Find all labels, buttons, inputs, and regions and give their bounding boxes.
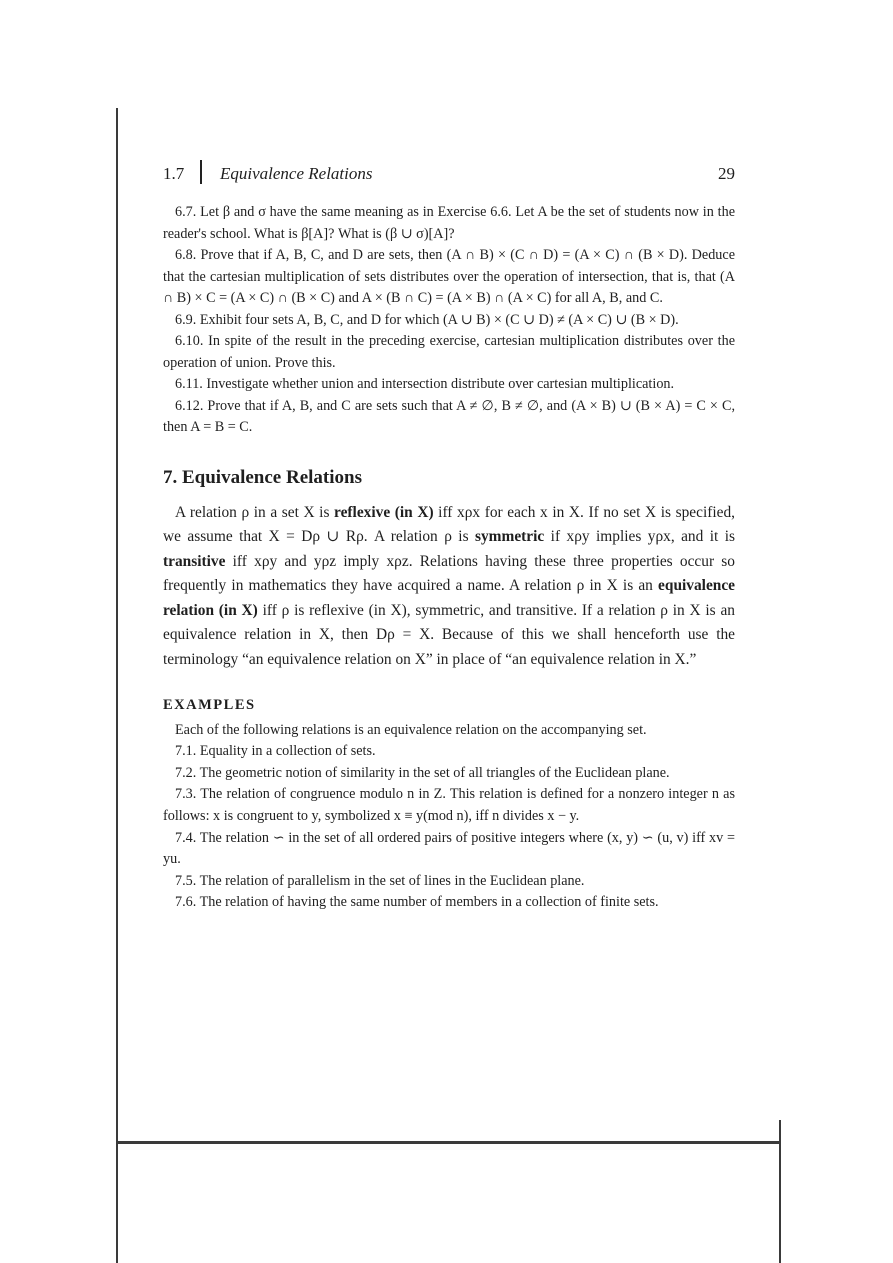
term-symmetric: symmetric (475, 528, 545, 546)
term-reflexive: reflexive (in X) (334, 503, 434, 521)
book-page (163, 160, 735, 914)
running-head (163, 160, 735, 190)
page-number: 29 (718, 164, 735, 183)
def-text-5: iff ρ is reflexive (in X), symmetric, and transitive. If a relation ρ in X is an equivalence relation in X, then Dρ = X. Because of this we shall henceforth use the terminology “an equivalence relation on X” in place of “an equivalence relation in X.” (163, 601, 735, 669)
def-text-2: iff xρx for each x in X. If no set X is specified, we assume that X = Dρ ∪ Rρ. A relation ρ is (163, 503, 735, 546)
example-7-4: 7.4. The relation ∽ in the set of all ordered pairs of positive integers where (x, y) ∽ (u, v) iff xv = yu. (163, 829, 735, 868)
exercise-6-8: 6.8. Prove that if A, B, C, and D are sets, then (A ∩ B) × (C ∩ D) = (A × C) ∩ (B × D). Deduce that the cartesian multiplication of sets distributes over the operation of intersection, that is, that (A ∩ B) × C = (A × C) ∩ (B × C) and A × (B ∩ C) = (A × B) ∩ (A × C) for all A, B, and C. (163, 247, 735, 306)
term-equivalence-relation: equivalence relation (in X) (163, 577, 735, 619)
def-text-3: if xρy implies yρx, and it is (544, 528, 735, 546)
exercise-6-7: 6.7. Let β and σ have the same meaning as in Exercise 6.6. Let A be the set of students now in the reader's school. What is β[A]? What is (β ∪ σ)[A]? (163, 204, 735, 242)
examples-intro: Each of the following relations is an equivalence relation on the accompanying set. (175, 721, 647, 738)
term-transitive: transitive (163, 552, 226, 570)
exercise-list (163, 202, 735, 439)
example-7-6: 7.6. The relation of having the same number of members in a collection of finite sets. (175, 894, 659, 911)
exercise-6-12: 6.12. Prove that if A, B, and C are sets such that A ≠ ∅, B ≠ ∅, and (A × B) ∪ (B × A) = C × C, then A = B = C. (163, 397, 735, 435)
example-7-5: 7.5. The relation of parallelism in the set of lines in the Euclidean plane. (175, 872, 585, 889)
example-7-3: 7.3. The relation of congruence modulo n in Z. This relation is defined for a nonzero integer n as follows: x is congruent to y, symbolized x ≡ y(mod n), iff n divides x − y. (163, 786, 735, 825)
exercise-6-11: 6.11. Investigate whether union and intersection distribute over cartesian multiplication. (175, 376, 675, 392)
def-text-1: A relation ρ in a set X is (175, 503, 335, 521)
section-heading: 7. Equivalence Relations (163, 466, 362, 488)
def-text-4: iff xρy and yρz imply xρz. Relations having these three properties occur so frequently in mathematics they have acquired a name. A relation ρ in X is an (163, 552, 735, 595)
exercise-6-10: 6.10. In spite of the result in the preceding exercise, cartesian multiplication distributes over the operation of union. Prove this. (163, 333, 735, 371)
page-frame-left-rule (116, 108, 118, 1263)
running-head-divider (200, 160, 202, 184)
page-frame-bottom-rule (116, 1141, 781, 1144)
exercise-6-9: 6.9. Exhibit four sets A, B, C, and D for which (A ∪ B) × (C ∪ D) ≠ (A × C) ∪ (B × D). (175, 311, 679, 328)
examples-list (163, 720, 735, 914)
examples-heading: EXAMPLES (163, 696, 256, 713)
example-7-2: 7.2. The geometric notion of similarity in the set of all triangles of the Euclidean plane. (175, 764, 670, 781)
example-7-1: 7.1. Equality in a collection of sets. (175, 743, 376, 760)
running-head-title: Equivalence Relations (220, 164, 373, 183)
running-head-section-number: 1.7 (163, 164, 185, 183)
definition-paragraph (163, 501, 735, 673)
